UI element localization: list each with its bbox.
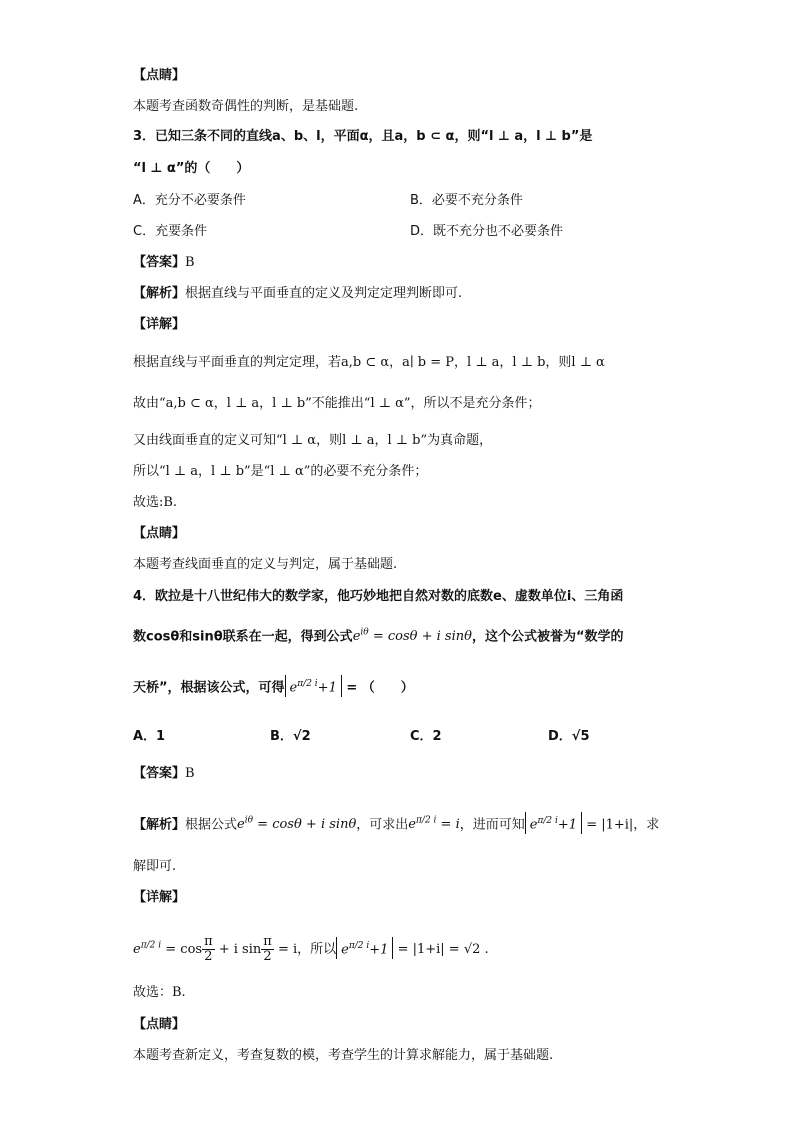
question-3-option-b: B．必要不充分条件 xyxy=(410,193,523,208)
exp-equals-i: $e^{\pi/2 i} = i$ xyxy=(408,816,460,833)
detail-exp: $e^{\pi/2 i}$ xyxy=(133,940,162,957)
question-3-analysis xyxy=(133,285,462,303)
abs-plus-one-3: +1 xyxy=(369,942,389,957)
question-3-detail-line-3: 又由线面垂直的定义可知“l ⊥ α，则l ⊥ a，l ⊥ b”为真命题， xyxy=(133,433,493,448)
answer-tag: 【答案】 xyxy=(133,255,186,270)
analysis-tag-2: 【解析】 xyxy=(133,817,186,833)
fraction-pi-over-2-b xyxy=(261,935,274,964)
euler-formula xyxy=(353,629,472,644)
analysis-text-b: ，可求出 xyxy=(356,817,409,833)
question-4-stem-line-1: 4．欧拉是十八世纪伟大的数学家，他巧妙地把自然对数的底数e、虚数单位i、三角函 xyxy=(133,589,624,604)
exp-exponent: π/2 i xyxy=(416,816,437,826)
abs-plus-one: +1 xyxy=(317,680,337,696)
question-4-option-a: A．1 xyxy=(133,729,166,744)
detail-result-text: = |1+i| = √2 . xyxy=(393,942,489,957)
question-3-option-d: D．既不充分也不必要条件 xyxy=(410,224,564,239)
exp-equals-i-value: = i xyxy=(436,817,460,833)
question-3-option-c: C．充要条件 xyxy=(133,224,208,239)
q4-line2-text-a: 数cosθ和sinθ联系在一起，得到公式 xyxy=(133,629,353,645)
section-tag-dianjing-3: 【点睛】 xyxy=(133,1017,186,1032)
question-3-detail-line-5: 故选:B. xyxy=(133,495,178,510)
question-3-detail-line-1: 根据直线与平面垂直的判定定理，若a,b ⊂ α，a∣ b = P，l ⊥ a，l ⊥ b，则l ⊥ α xyxy=(133,355,605,370)
section-tag-dianjing: 【点睛】 xyxy=(133,68,186,83)
euler-exponent-2: iθ xyxy=(244,816,254,826)
question-4-stem-line-2 xyxy=(133,624,623,646)
analysis-text-d: = |1+i|，求 xyxy=(582,817,660,833)
question-4-detail-line-1 xyxy=(133,935,489,964)
euler-exponent: iθ xyxy=(360,628,369,638)
euler-rhs: = cosθ + i sinθ xyxy=(368,629,472,645)
euler-formula-2 xyxy=(237,817,356,832)
question-3-detail-line-2: 故由“a,b ⊂ α，l ⊥ a，l ⊥ b”不能推出“l ⊥ α”，所以不是充分条件； xyxy=(133,396,541,411)
fraction-numerator: π xyxy=(204,934,213,949)
question-4-option-c: C．2 xyxy=(410,729,442,744)
section-tag-detail-2: 【详解】 xyxy=(133,890,186,905)
fraction-denominator: 2 xyxy=(204,949,213,964)
q4-line3-text-a: 天桥”，根据该公式，可得 xyxy=(133,680,285,696)
detail-cos-text: = cos xyxy=(161,942,203,957)
euler-base: e xyxy=(352,629,361,645)
analysis-text: 根据直线与平面垂直的定义及判定定理判断即可. xyxy=(185,286,463,301)
fraction-numerator-b: π xyxy=(263,934,272,949)
question-4-option-b: B．√2 xyxy=(270,729,311,744)
analysis-text-a: 根据公式 xyxy=(185,817,238,833)
question-4-analysis-cont: 解即可. xyxy=(133,859,177,874)
q4-line2-text-b: ，这个公式被誉为“数学的 xyxy=(471,629,624,645)
abs-exponent: π/2 i xyxy=(297,679,318,689)
question-4-analysis xyxy=(133,812,659,834)
q4-line3-text-b: = （ ） xyxy=(341,680,414,696)
detail-so-text: = i，所以 xyxy=(273,942,337,957)
question-3-option-a: A．充分不必要条件 xyxy=(133,193,246,208)
euler-rhs-2: = cosθ + i sinθ xyxy=(253,817,357,833)
fraction-denominator-b: 2 xyxy=(263,949,272,964)
abs-plus-one-2: +1 xyxy=(557,817,578,833)
question-3-detail-line-4: 所以“l ⊥ a，l ⊥ b”是“l ⊥ α”的必要不充分条件； xyxy=(133,464,428,479)
abs-exponent-2: π/2 i xyxy=(537,816,558,826)
analysis-tag: 【解析】 xyxy=(133,286,186,301)
detail-sin-text: + i sin xyxy=(214,942,262,957)
paragraph-summary-3: 本题考查新定义，考查复数的模，考查学生的计算求解能力，属于基础题. xyxy=(133,1048,554,1063)
abs-exponent-3: π/2 i xyxy=(348,940,370,951)
question-3-stem-line-2: “l ⊥ α”的（ ） xyxy=(133,161,250,176)
analysis-text-c: ，进而可知 xyxy=(459,817,525,833)
question-4-detail-line-2: 故选：B. xyxy=(133,985,186,1000)
section-tag-dianjing-2: 【点睛】 xyxy=(133,526,186,541)
paragraph-summary-2: 本题考查线面垂直的定义与判定，属于基础题. xyxy=(133,557,398,572)
detail-exp-exponent: π/2 i xyxy=(140,940,162,951)
question-4-option-d: D．√5 xyxy=(548,729,590,744)
question-3-answer xyxy=(133,254,195,272)
answer-tag-2: 【答案】 xyxy=(133,766,186,781)
abs-expression: $e^{\pi/2 i}+1$ xyxy=(285,675,342,697)
abs-expression-2: $e^{\pi/2 i}+1$ xyxy=(525,812,582,834)
fraction-pi-over-2 xyxy=(202,935,215,964)
answer-value-2: B xyxy=(185,766,195,781)
question-3-stem-line-1: 3．已知三条不同的直线a、b、l，平面α，且a，b ⊂ α，则“l ⊥ a，l ⊥ b”是 xyxy=(133,129,593,144)
question-4-stem-line-3 xyxy=(133,675,414,697)
answer-value: B xyxy=(185,255,195,270)
paragraph-summary-1: 本题考查函数奇偶性的判断，是基础题. xyxy=(133,99,359,114)
euler-base-2: e xyxy=(237,817,245,833)
abs-expression-3: $e^{\pi/2 i}+1$ xyxy=(336,937,393,959)
section-tag-detail: 【详解】 xyxy=(133,317,186,332)
question-4-answer xyxy=(133,765,195,783)
